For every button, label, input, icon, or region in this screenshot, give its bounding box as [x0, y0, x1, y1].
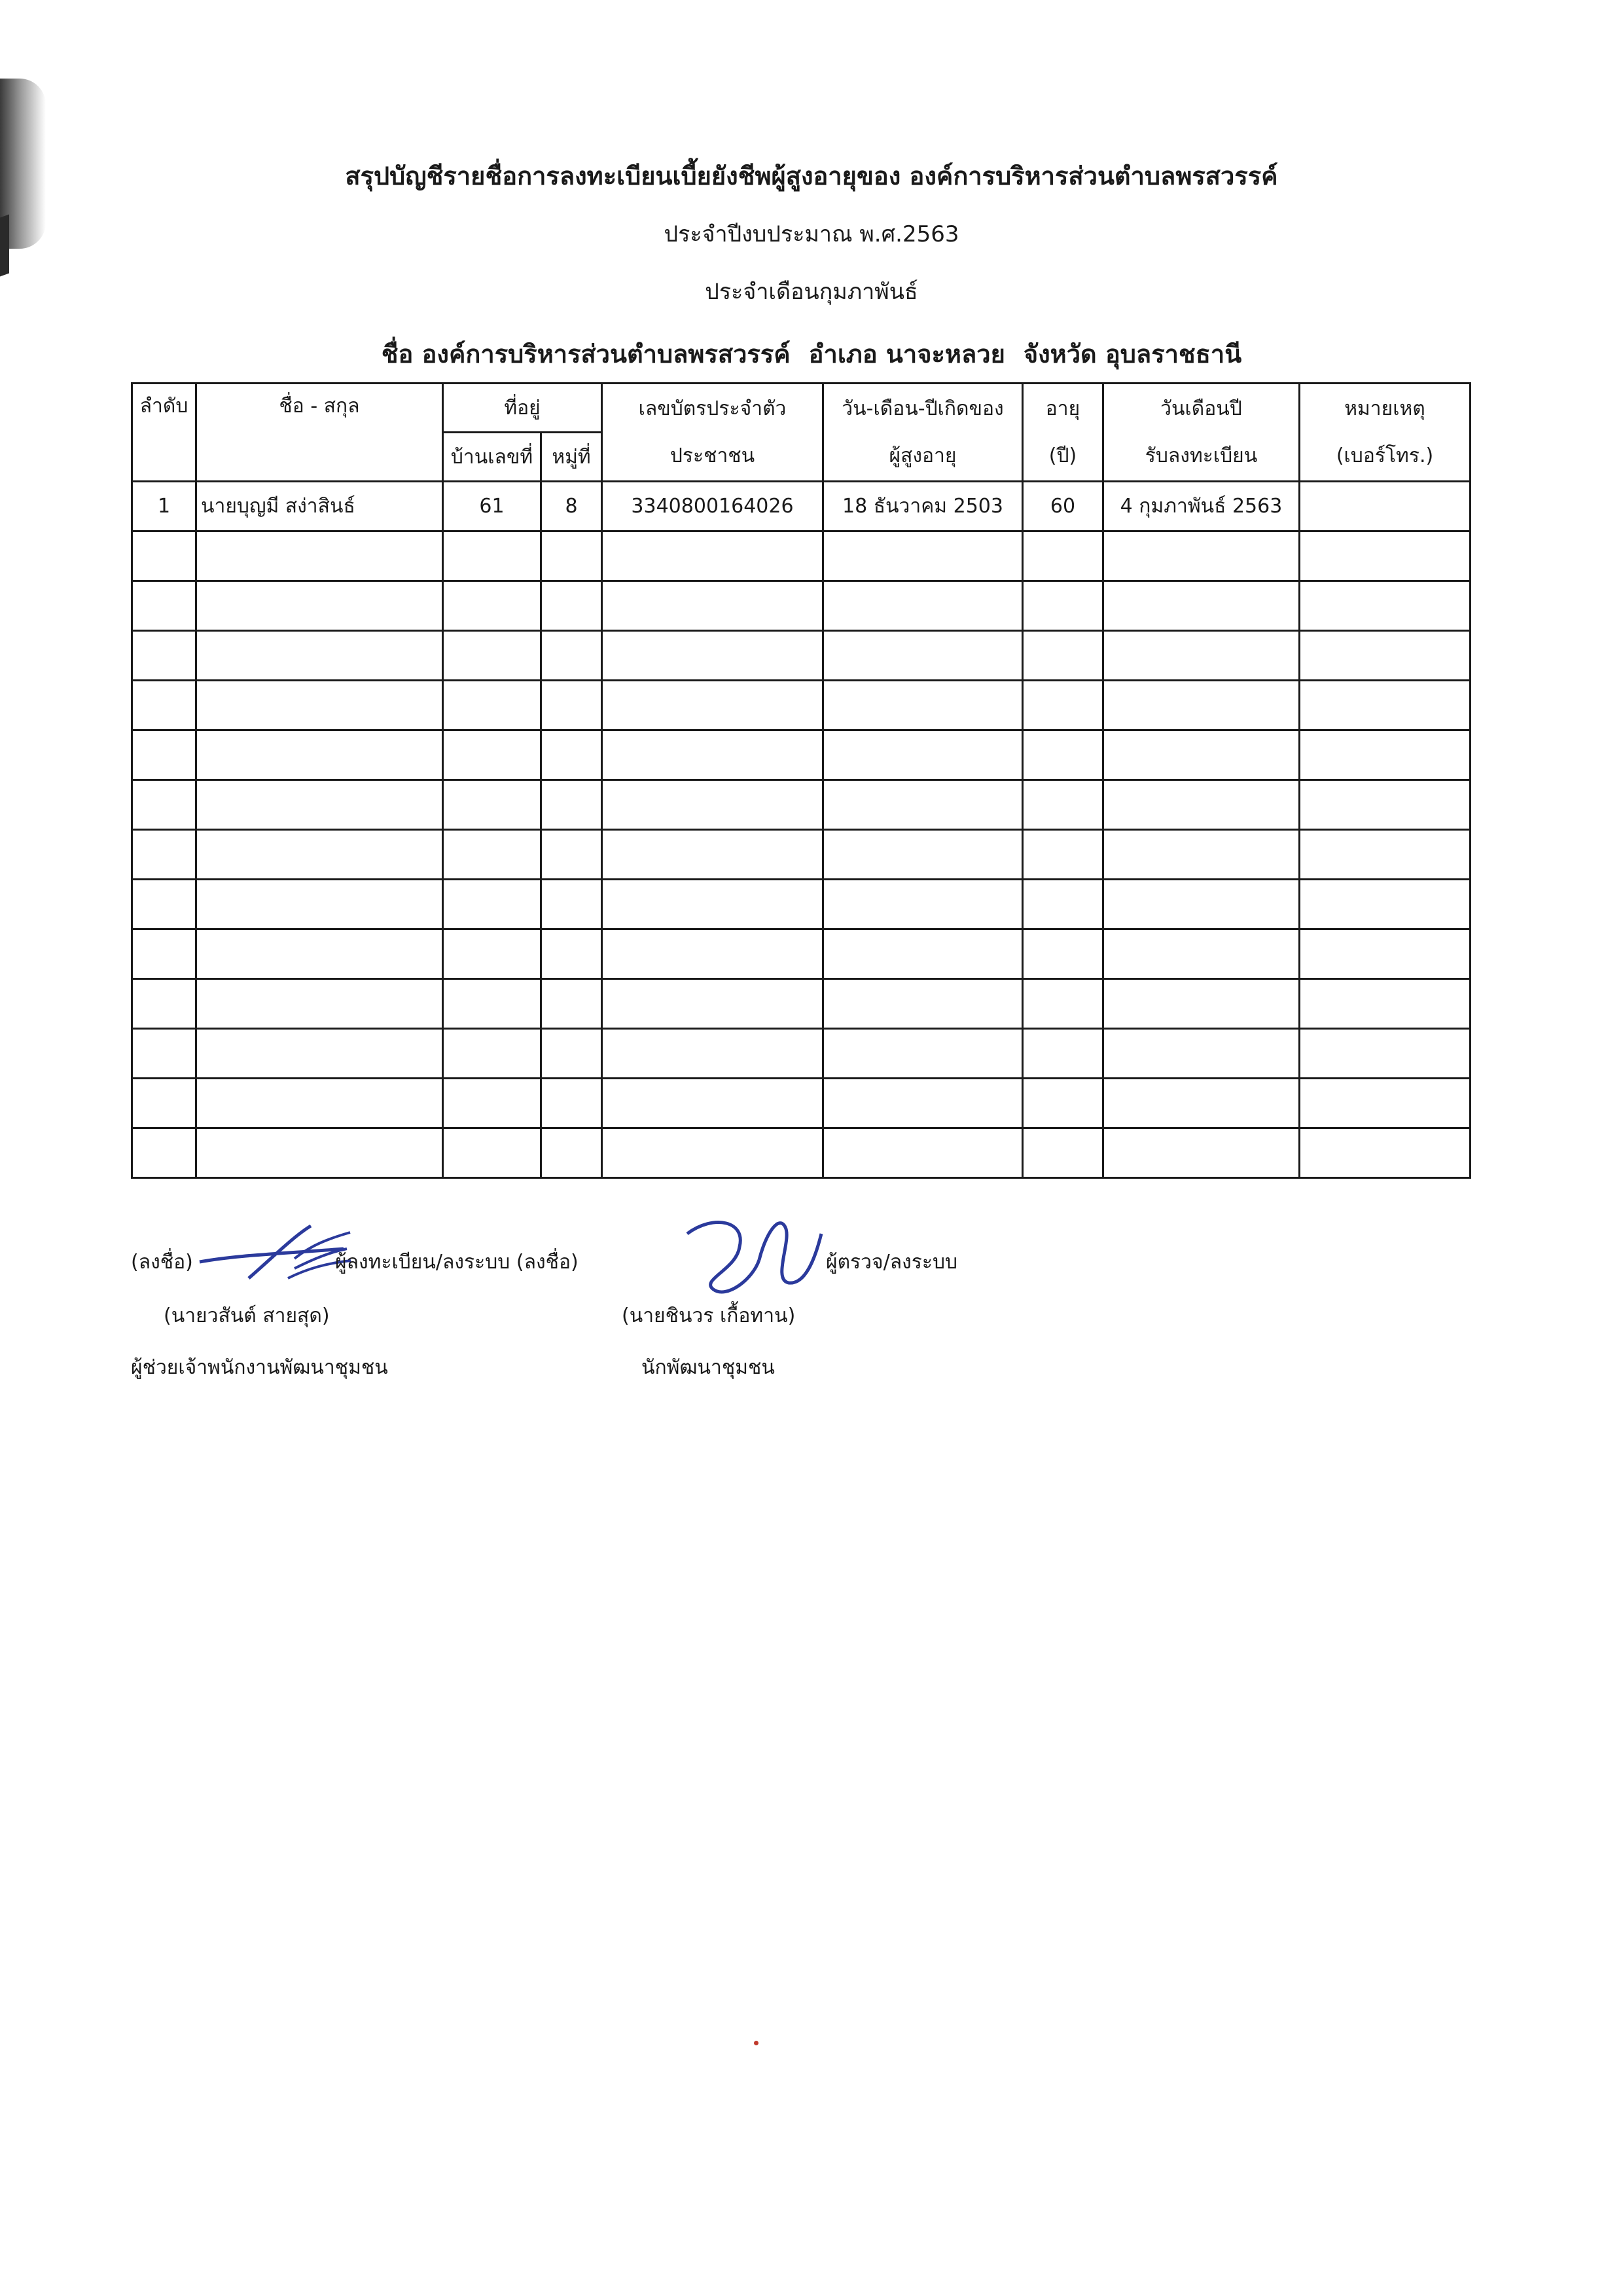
cell-age: 60 — [1023, 482, 1103, 531]
table-row — [132, 531, 1471, 581]
reg-date-label-1: วันเดือนปี — [1160, 397, 1242, 420]
col-header-village-no: หมู่ที่ — [541, 433, 602, 482]
cell-dob — [823, 681, 1023, 730]
col-header-id-card — [602, 384, 823, 482]
cell-seq — [132, 1029, 196, 1079]
cell-id-card — [602, 880, 823, 929]
cell-village-no — [541, 880, 602, 929]
cell-id-card — [602, 730, 823, 780]
table-row — [132, 1079, 1471, 1128]
cell-name — [196, 979, 443, 1029]
left-signer-position: ผู้ช่วยเจ้าพนักงานพัฒนาชุมชน — [131, 1356, 388, 1379]
cell-dob — [823, 730, 1023, 780]
cell-seq — [132, 880, 196, 929]
cell-village-no — [541, 681, 602, 730]
cell-seq — [132, 681, 196, 730]
cell-remark — [1300, 1128, 1471, 1178]
ink-dot — [754, 2041, 758, 2045]
cell-remark — [1300, 581, 1471, 631]
cell-name: นายบุญมี สง่าสินธ์ — [196, 482, 443, 531]
left-role: ผู้ลงทะเบียน/ลงระบบ — [335, 1251, 510, 1274]
cell-age — [1023, 730, 1103, 780]
cell-seq — [132, 780, 196, 830]
cell-remark — [1300, 482, 1471, 531]
district: อำเภอ นาจะหลวย — [808, 340, 1005, 368]
dob-label-1: วัน-เดือน-ปีเกิดของ — [842, 397, 1004, 420]
cell-reg-date — [1103, 581, 1300, 631]
cell-reg-date — [1103, 631, 1300, 681]
cell-village-no — [541, 979, 602, 1029]
cell-dob — [823, 631, 1023, 681]
cell-id-card — [602, 531, 823, 581]
cell-dob: 18 ธันวาคม 2503 — [823, 482, 1023, 531]
cell-remark — [1300, 631, 1471, 681]
id-card-label-2: ประชาชน — [669, 444, 755, 467]
col-header-age — [1023, 384, 1103, 482]
cell-name — [196, 1079, 443, 1128]
cell-remark — [1300, 780, 1471, 830]
cell-village-no — [541, 1128, 602, 1178]
cell-remark — [1300, 730, 1471, 780]
cell-dob — [823, 880, 1023, 929]
cell-village-no — [541, 730, 602, 780]
month-line: ประจำเดือนกุมภาพันธ์ — [705, 279, 918, 305]
table-row — [132, 880, 1471, 929]
table-row — [132, 1128, 1471, 1178]
cell-house-no — [443, 1079, 541, 1128]
cell-house-no — [443, 830, 541, 880]
cell-dob — [823, 929, 1023, 979]
cell-village-no — [541, 581, 602, 631]
col-header-reg-date — [1103, 384, 1300, 482]
table-row — [132, 1029, 1471, 1079]
cell-id-card — [602, 631, 823, 681]
cell-seq — [132, 979, 196, 1029]
cell-village-no — [541, 830, 602, 880]
right-signer-name: (นายชินวร เกื้อทาน) — [622, 1304, 796, 1327]
cell-reg-date — [1103, 979, 1300, 1029]
cell-name — [196, 1128, 443, 1178]
cell-house-no — [443, 581, 541, 631]
cell-house-no — [443, 1029, 541, 1079]
col-header-dob — [823, 384, 1023, 482]
cell-dob — [823, 531, 1023, 581]
cell-seq — [132, 581, 196, 631]
cell-house-no — [443, 1128, 541, 1178]
organization-line — [0, 334, 1623, 374]
cell-seq — [132, 1128, 196, 1178]
table-row — [132, 730, 1471, 780]
cell-name — [196, 631, 443, 681]
left-signer-name: (นายวสันต์ สายสุด) — [164, 1304, 330, 1327]
cell-id-card — [602, 1128, 823, 1178]
dob-label-2: ผู้สูงอายุ — [889, 444, 957, 467]
cell-house-no — [443, 929, 541, 979]
cell-dob — [823, 1128, 1023, 1178]
cell-id-card — [602, 681, 823, 730]
cell-remark — [1300, 979, 1471, 1029]
cell-name — [196, 581, 443, 631]
cell-age — [1023, 581, 1103, 631]
cell-house-no — [443, 730, 541, 780]
reg-date-label-2: รับลงทะเบียน — [1145, 444, 1258, 467]
cell-age — [1023, 531, 1103, 581]
right-signer-position: นักพัฒนาชุมชน — [641, 1356, 775, 1379]
cell-remark — [1300, 681, 1471, 730]
cell-village-no — [541, 929, 602, 979]
cell-remark — [1300, 531, 1471, 581]
cell-name — [196, 929, 443, 979]
cell-age — [1023, 1029, 1103, 1079]
cell-remark — [1300, 830, 1471, 880]
age-label-1: อายุ — [1045, 397, 1080, 420]
cell-name — [196, 681, 443, 730]
cell-house-no: 61 — [443, 482, 541, 531]
cell-age — [1023, 929, 1103, 979]
table-row — [132, 681, 1471, 730]
document-title: สรุปบัญชีรายชื่อการลงทะเบียนเบี้ยยังชีพผู้สูงอายุของ องค์การบริหารส่วนตำบลพรสวรรค์ — [345, 162, 1278, 190]
cell-reg-date — [1103, 730, 1300, 780]
cell-village-no: 8 — [541, 482, 602, 531]
cell-id-card — [602, 1029, 823, 1079]
org-name: ชื่อ องค์การบริหารส่วนตำบลพรสวรรค์ — [381, 340, 791, 368]
cell-id-card: 3340800164026 — [602, 482, 823, 531]
cell-remark — [1300, 929, 1471, 979]
cell-age — [1023, 681, 1103, 730]
cell-name — [196, 780, 443, 830]
cell-remark — [1300, 1029, 1471, 1079]
cell-id-card — [602, 780, 823, 830]
cell-age — [1023, 1128, 1103, 1178]
cell-house-no — [443, 880, 541, 929]
left-sign-prefix: (ลงชื่อ) — [131, 1251, 193, 1274]
cell-name — [196, 830, 443, 880]
cell-seq — [132, 730, 196, 780]
cell-village-no — [541, 780, 602, 830]
cell-seq — [132, 531, 196, 581]
cell-id-card — [602, 1079, 823, 1128]
cell-age — [1023, 1079, 1103, 1128]
cell-id-card — [602, 929, 823, 979]
cell-reg-date — [1103, 531, 1300, 581]
table-row — [132, 830, 1471, 880]
right-role-line: ผู้ตรวจ/ลงระบบ — [826, 1251, 958, 1274]
cell-age — [1023, 631, 1103, 681]
cell-age — [1023, 780, 1103, 830]
cell-id-card — [602, 581, 823, 631]
cell-house-no — [443, 780, 541, 830]
cell-reg-date — [1103, 880, 1300, 929]
cell-remark — [1300, 880, 1471, 929]
cell-village-no — [541, 1029, 602, 1079]
cell-age — [1023, 830, 1103, 880]
cell-reg-date — [1103, 929, 1300, 979]
cell-age — [1023, 880, 1103, 929]
cell-dob — [823, 780, 1023, 830]
col-header-house-no: บ้านเลขที่ — [443, 433, 541, 482]
registration-table — [131, 382, 1471, 1179]
cell-reg-date: 4 กุมภาพันธ์ 2563 — [1103, 482, 1300, 531]
cell-dob — [823, 1029, 1023, 1079]
cell-seq — [132, 929, 196, 979]
cell-name — [196, 730, 443, 780]
cell-seq: 1 — [132, 482, 196, 531]
cell-reg-date — [1103, 1079, 1300, 1128]
cell-house-no — [443, 979, 541, 1029]
cell-dob — [823, 830, 1023, 880]
col-header-remark — [1300, 384, 1471, 482]
header-row-1 — [132, 384, 1471, 433]
table-row — [132, 929, 1471, 979]
fiscal-year-line: ประจำปีงบประมาณ พ.ศ.2563 — [664, 221, 959, 247]
remark-label-2: (เบอร์โทร.) — [1336, 444, 1434, 467]
cell-house-no — [443, 631, 541, 681]
col-header-seq: ลำดับ — [132, 384, 196, 482]
cell-id-card — [602, 830, 823, 880]
cell-name — [196, 880, 443, 929]
table-row — [132, 581, 1471, 631]
cell-remark — [1300, 1079, 1471, 1128]
cell-reg-date — [1103, 681, 1300, 730]
cell-village-no — [541, 531, 602, 581]
table-row — [132, 780, 1471, 830]
cell-village-no — [541, 631, 602, 681]
cell-reg-date — [1103, 780, 1300, 830]
cell-reg-date — [1103, 1029, 1300, 1079]
cell-age — [1023, 979, 1103, 1029]
cell-village-no — [541, 1079, 602, 1128]
age-label-2: (ปี) — [1048, 444, 1077, 467]
left-signature-scribble — [196, 1223, 353, 1288]
table-row — [132, 482, 1471, 531]
table-row — [132, 631, 1471, 681]
cell-house-no — [443, 681, 541, 730]
cell-id-card — [602, 979, 823, 1029]
cell-seq — [132, 631, 196, 681]
remark-label-1: หมายเหตุ — [1344, 397, 1425, 420]
cell-name — [196, 531, 443, 581]
table-row — [132, 979, 1471, 1029]
cell-dob — [823, 581, 1023, 631]
cell-name — [196, 1029, 443, 1079]
col-header-name: ชื่อ - สกุล — [196, 384, 443, 482]
province: จังหวัด อุบลราชธานี — [1023, 340, 1242, 368]
right-sign-prefix: (ลงชื่อ) — [516, 1251, 579, 1274]
cell-dob — [823, 979, 1023, 1029]
right-signature-scribble — [674, 1208, 825, 1306]
col-header-address: ที่อยู่ — [443, 384, 602, 433]
cell-reg-date — [1103, 1128, 1300, 1178]
table-body — [132, 482, 1471, 1178]
cell-house-no — [443, 531, 541, 581]
cell-seq — [132, 830, 196, 880]
left-role-line — [335, 1247, 579, 1278]
cell-seq — [132, 1079, 196, 1128]
cell-dob — [823, 1079, 1023, 1128]
cell-reg-date — [1103, 830, 1300, 880]
id-card-label-1: เลขบัตรประจำตัว — [638, 397, 787, 420]
